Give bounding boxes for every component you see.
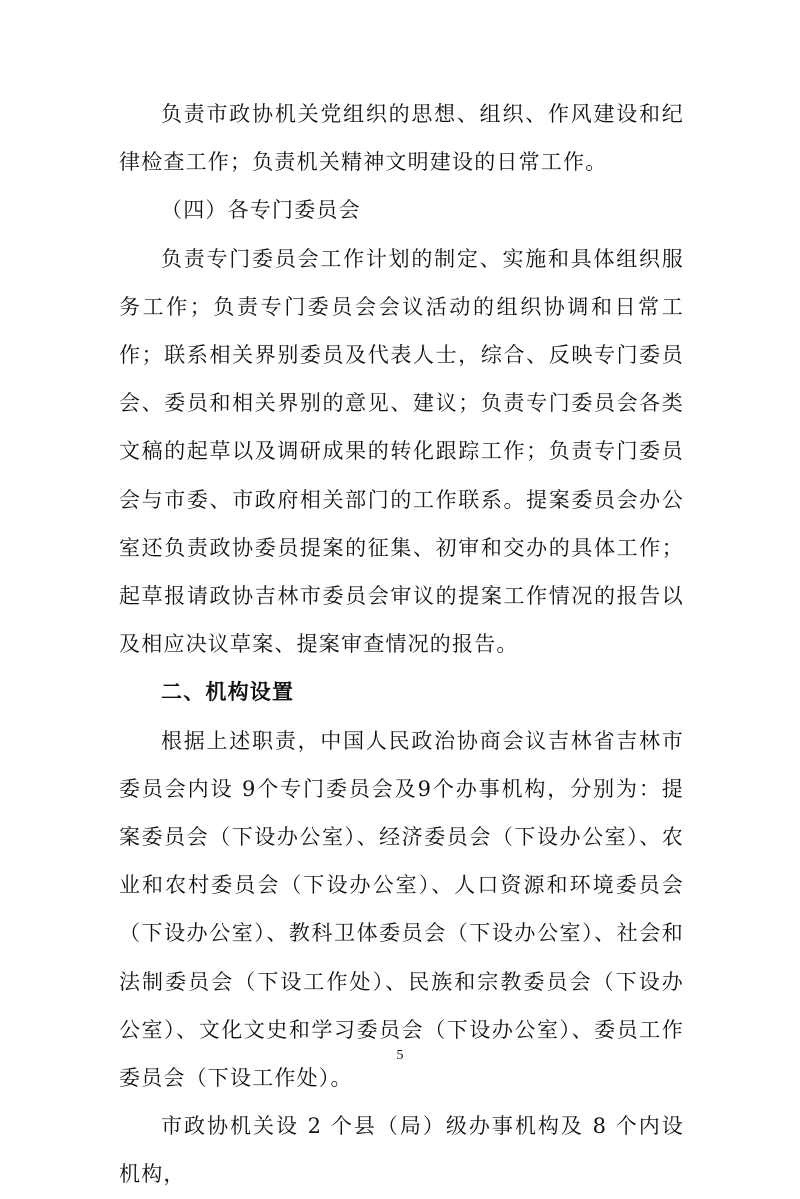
paragraph-committee-list: 根据上述职责，中国人民政治协商会议吉林省吉林市委员会内设 9个专门委员会及9个办事机构，分别为：提案委员会（下设办公室）、经济委员会（下设办公室）、农业和农村委员会（下设办公室）、人口资源和环境委员会（下设办公室）、教科卫体委员会（下设办公室）、社会和法制委员会（下设工作处）、民族和宗教委员会（下设办公室）、文化文史和学习委员会（下设办公室）、委员工作委员会（下设工作处）。 [119,728,684,1091]
page-number: 5 [396,1048,404,1063]
section-heading-special-committees: （四）各专门委员会 [161,198,361,223]
paragraph-office-structure: 市政协机关设 2 个县（局）级办事机构及 8 个内设机构， [119,1114,684,1187]
document-body [119,90,684,1199]
section-heading-organization: 二、机构设置 [161,679,295,705]
paragraph-committee-duties: 负责专门委员会工作计划的制定、实施和具体组织服务工作；负责专门委员会会议活动的组织协调和日常工作；联系相关界别委员及代表人士，综合、反映专门委员会、委员和相关界别的意见、建议；负责专门委员会各类文稿的起草以及调研成果的转化跟踪工作；负责专门委员会与市委、市政府相关部门的工作联系。提案委员会办公室还负责政协委员提案的征集、初审和交办的具体工作；起草报请政协吉林市委员会审议的提案工作情况的报告以及相应决议草案、提案审查情况的报告。 [119,246,684,657]
paragraph-party-duties: 负责市政协机关党组织的思想、组织、作风建设和纪律检查工作；负责机关精神文明建设的日常工作。 [119,102,684,175]
